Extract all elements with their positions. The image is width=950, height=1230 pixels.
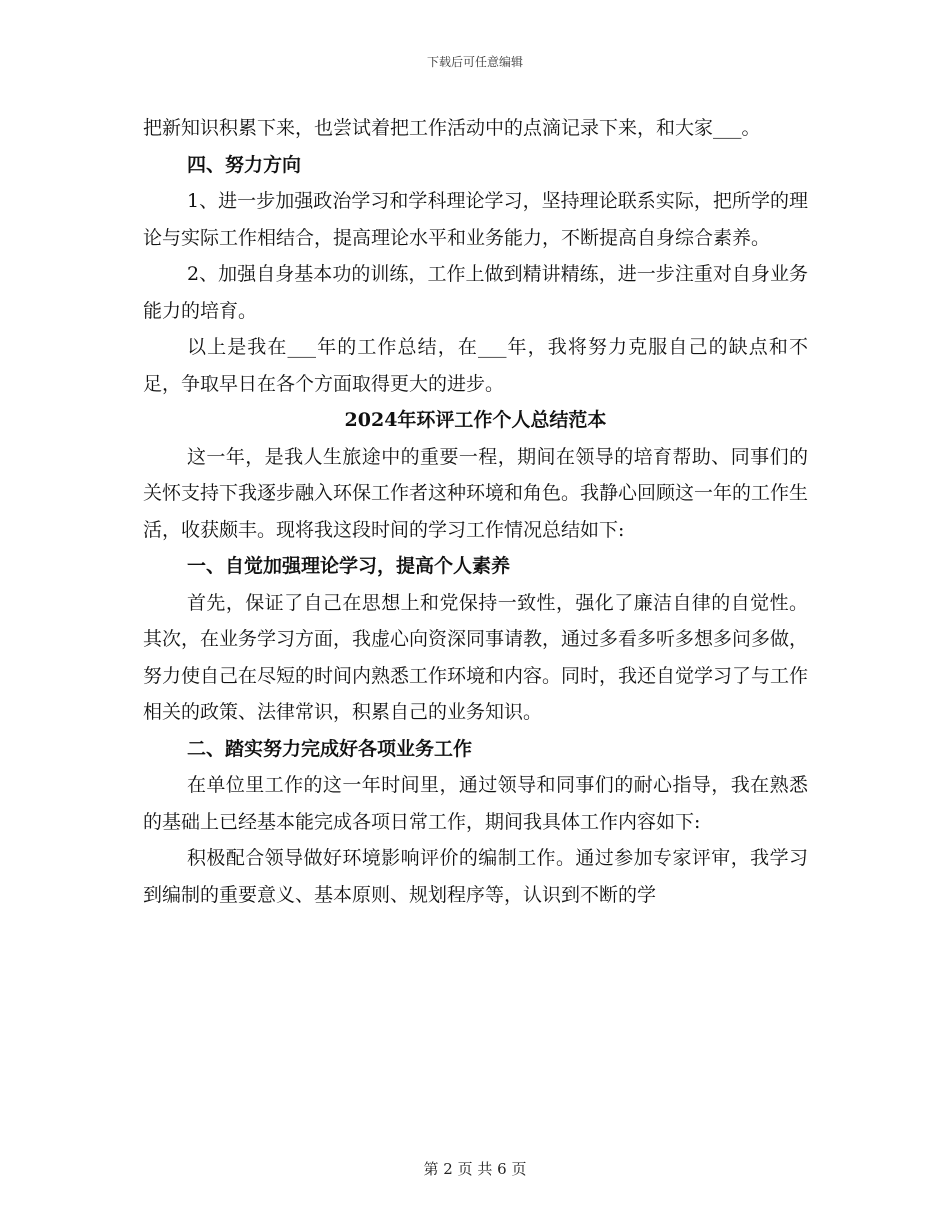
- document-body: [143, 110, 808, 913]
- document-title: 2024年环评工作个人总结范本: [344, 409, 607, 431]
- paragraph-continued: 把新知识积累下来，也尝试着把工作活动中的点滴记录下来，和大家___。: [143, 117, 761, 139]
- paragraph-item-2: 2、加强自身基本功的训练，工作上做到精讲精练，进一步注重对自身业务能力的培育。: [143, 263, 808, 322]
- section-heading-work-tasks: 二、踏实努力完成好各项业务工作: [187, 737, 473, 760]
- paragraph-item-1: 1、进一步加强政治学习和学科理论学习，坚持理论联系实际，把所学的理论与实际工作相结合，提高理论水平和业务能力，不断提高自身综合素养。: [143, 190, 808, 249]
- paragraph-intro: 这一年，是我人生旅途中的重要一程，期间在领导的培育帮助、同事们的关怀支持下我逐步融入环保工作者这种环境和角色。我静心回顾这一年的工作生活，收获颇丰。现将我这段时间的学习工作情况总结如下:: [143, 445, 809, 541]
- page-header: 下载后可任意编辑: [426, 55, 523, 69]
- page-number-footer: 第 2 页 共 6 页: [423, 1160, 527, 1178]
- section-heading-effort-direction: 四、努力方向: [187, 153, 302, 176]
- paragraph-work-tasks: 在单位里工作的这一年时间里，通过领导和同事们的耐心指导，我在熟悉的基础上已经基本能完成各项日常工作，期间我具体工作内容如下:: [143, 774, 808, 833]
- paragraph-theory-study: 首先，保证了自己在思想上和党保持一致性，强化了廉洁自律的自觉性。其次，在业务学习方面，我虚心向资深同事请教，通过多看多听多想多问多做，努力使自己在尽短的时间内熟悉工作环境和内容。同时，我还自觉学习了与工作相关的政策、法律常识，积累自己的业务知识。: [143, 591, 809, 723]
- paragraph-eia-work: 积极配合领导做好环境影响评价的编制工作。通过参加专家评审，我学习到编制的重要意义、基本原则、规划程序等，认识到不断的学: [143, 847, 808, 906]
- section-heading-theory-study: 一、自觉加强理论学习，提高个人素养: [187, 555, 511, 577]
- paragraph-conclusion: 以上是我在___年的工作总结，在___年，我将努力克服自己的缺点和不足，争取早日在各个方面取得更大的进步。: [143, 336, 808, 395]
